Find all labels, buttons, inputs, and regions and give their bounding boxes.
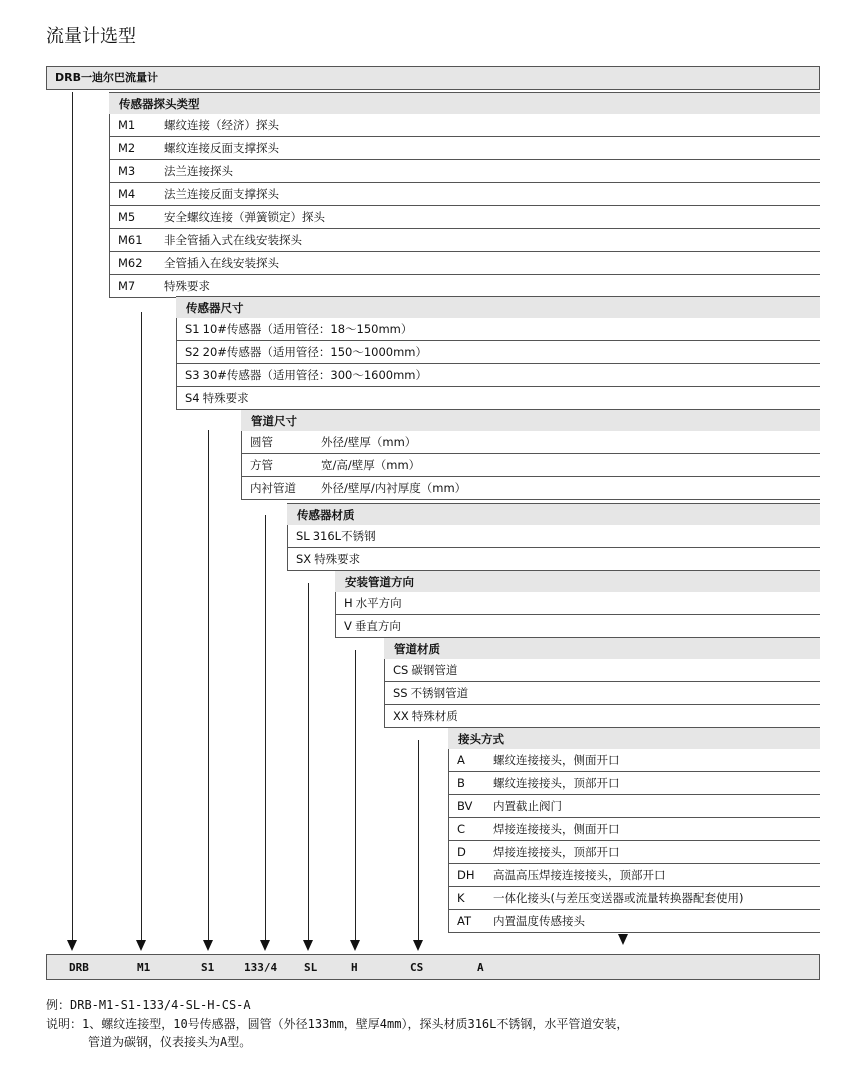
section-heading-pipe-direction: 安装管道方向 (335, 570, 820, 592)
option-row (109, 229, 820, 252)
option-description: 30#传感器（适用管径：300～1600mm） (202, 368, 428, 382)
option-code: 内衬管道 (250, 481, 296, 495)
option-code: S2 (185, 345, 200, 359)
pipe-size-arrow-icon (260, 940, 270, 951)
result-code-pipe-direction: H (351, 961, 358, 974)
option-description: 碳钢管道 (411, 663, 458, 677)
option-row (448, 772, 820, 795)
drb-arrow-line (72, 92, 73, 942)
option-code: M61 (118, 233, 143, 247)
option-description: 宽/高/壁厚（mm） (321, 458, 421, 472)
option-description: 螺纹连接接头，顶部开口 (493, 776, 620, 790)
option-description: 一体化接头(与差压变送器或流量转换器配套使用) (493, 891, 744, 905)
option-row (176, 387, 820, 410)
option-code: M5 (118, 210, 136, 224)
option-description: 内置截止阀门 (493, 799, 562, 813)
option-description: 法兰连接探头 (164, 164, 233, 178)
option-code: S1 (185, 322, 200, 336)
section-heading-connection-type: 接头方式 (448, 727, 820, 749)
option-row (176, 318, 820, 341)
connection-type-arrow-icon (618, 934, 628, 945)
option-description: 内置温度传感接头 (493, 914, 585, 928)
option-row (448, 864, 820, 887)
option-row (109, 114, 820, 137)
option-description: 特殊要求 (202, 391, 249, 405)
section-heading-sensor-material: 传感器材质 (287, 503, 820, 525)
option-code: CS (393, 663, 409, 677)
option-code: K (457, 891, 465, 905)
option-code: SX (296, 552, 312, 566)
option-code: S3 (185, 368, 200, 382)
option-description: 焊接连接接头，侧面开口 (493, 822, 620, 836)
sensor-material-arrow-line (308, 583, 309, 942)
result-code-bar (46, 954, 820, 980)
option-code: 方管 (250, 458, 273, 472)
option-row (176, 341, 820, 364)
option-row (448, 818, 820, 841)
option-description: 特殊材质 (411, 709, 458, 723)
product-bar: DRB一迪尔巴流量计 (46, 66, 820, 90)
option-description: 水平方向 (355, 596, 402, 610)
option-description: 全管插入在线安装探头 (164, 256, 279, 270)
explanation-line-2: 管道为碳钢，仪表接头为A型。 (88, 1035, 252, 1049)
option-row (448, 910, 820, 933)
pipe-material-arrow-line (418, 740, 419, 942)
option-code: SL (296, 529, 310, 543)
option-description: 非全管插入式在线安装探头 (164, 233, 302, 247)
pipe-size-arrow-line (265, 515, 266, 942)
explanation-line-1: 说明：1、螺纹连接型，10号传感器，圆管（外径133mm，壁厚4mm），探头材质316L不锈钢，水平管道安装， (46, 1017, 629, 1031)
option-code: AT (457, 914, 471, 928)
option-code: SS (393, 686, 408, 700)
section-heading-pipe-size: 管道尺寸 (241, 409, 820, 431)
option-description: 螺纹连接接头，侧面开口 (493, 753, 620, 767)
result-code-probe-type: M1 (137, 961, 151, 974)
option-code: M62 (118, 256, 143, 270)
result-code-sensor-size: S1 (201, 961, 215, 974)
option-code: M7 (118, 279, 136, 293)
option-description: 高温高压焊接连接接头，顶部开口 (493, 868, 666, 882)
option-row (176, 364, 820, 387)
option-code: M2 (118, 141, 136, 155)
option-code: DH (457, 868, 475, 882)
option-row (448, 841, 820, 864)
option-row (241, 454, 820, 477)
probe-type-arrow-line (141, 312, 142, 942)
result-code-sensor-material: SL (304, 961, 318, 974)
result-code-pipe-material: CS (410, 961, 424, 974)
option-description: 特殊要求 (314, 552, 361, 566)
section-heading-sensor-size: 传感器尺寸 (176, 296, 820, 318)
option-row (109, 252, 820, 275)
option-row (287, 525, 820, 548)
option-row (241, 431, 820, 454)
option-code: S4 (185, 391, 200, 405)
option-row (448, 749, 820, 772)
option-description: 外径/壁厚（mm） (321, 435, 417, 449)
option-description: 10#传感器（适用管径：18～150mm） (202, 322, 413, 336)
option-code: H (344, 596, 353, 610)
option-code: B (457, 776, 465, 790)
option-code: 圆管 (250, 435, 273, 449)
sensor-size-arrow-line (208, 430, 209, 942)
pipe-direction-arrow-line (355, 650, 356, 942)
option-row (109, 206, 820, 229)
sensor-size-arrow-icon (203, 940, 213, 951)
option-row (109, 183, 820, 206)
option-row (335, 615, 820, 638)
option-code: C (457, 822, 466, 836)
result-code-connection: A (477, 961, 484, 974)
option-description: 垂直方向 (354, 619, 401, 633)
option-row (109, 160, 820, 183)
page-title: 流量计选型 (46, 26, 136, 47)
option-code: V (344, 619, 352, 633)
option-code: M4 (118, 187, 136, 201)
option-row (335, 592, 820, 615)
option-description: 焊接连接接头，顶部开口 (493, 845, 620, 859)
option-code: XX (393, 709, 409, 723)
result-code-pipe-size: 133/4 (244, 961, 278, 974)
result-code-drb: DRB (69, 961, 89, 974)
option-row (384, 659, 820, 682)
option-code: BV (457, 799, 473, 813)
option-code: A (457, 753, 465, 767)
pipe-material-arrow-icon (413, 940, 423, 951)
example-line: 例：DRB-M1-S1-133/4-SL-H-CS-A (46, 998, 251, 1012)
drb-arrow-icon (67, 940, 77, 951)
option-row (384, 705, 820, 728)
section-heading-pipe-material: 管道材质 (384, 637, 820, 659)
option-code: D (457, 845, 466, 859)
section-heading-probe-type: 传感器探头类型 (109, 92, 820, 114)
option-description: 螺纹连接反面支撑探头 (164, 141, 279, 155)
option-code: M1 (118, 118, 136, 132)
option-description: 外径/壁厚/内衬厚度（mm） (321, 481, 467, 495)
option-code: M3 (118, 164, 136, 178)
option-row (109, 137, 820, 160)
pipe-direction-arrow-icon (350, 940, 360, 951)
option-row (448, 887, 820, 910)
option-description: 不锈钢管道 (410, 686, 469, 700)
option-row (384, 682, 820, 705)
option-description: 20#传感器（适用管径：150～1000mm） (202, 345, 428, 359)
option-description: 法兰连接反面支撑探头 (164, 187, 279, 201)
option-description: 316L不锈钢 (312, 529, 376, 543)
probe-type-arrow-icon (136, 940, 146, 951)
sensor-material-arrow-icon (303, 940, 313, 951)
option-row (241, 477, 820, 500)
option-row (448, 795, 820, 818)
option-description: 安全螺纹连接（弹簧锁定）探头 (164, 210, 325, 224)
option-description: 特殊要求 (164, 279, 210, 293)
option-description: 螺纹连接（经济）探头 (164, 118, 279, 132)
option-row (287, 548, 820, 571)
option-row (109, 275, 820, 298)
